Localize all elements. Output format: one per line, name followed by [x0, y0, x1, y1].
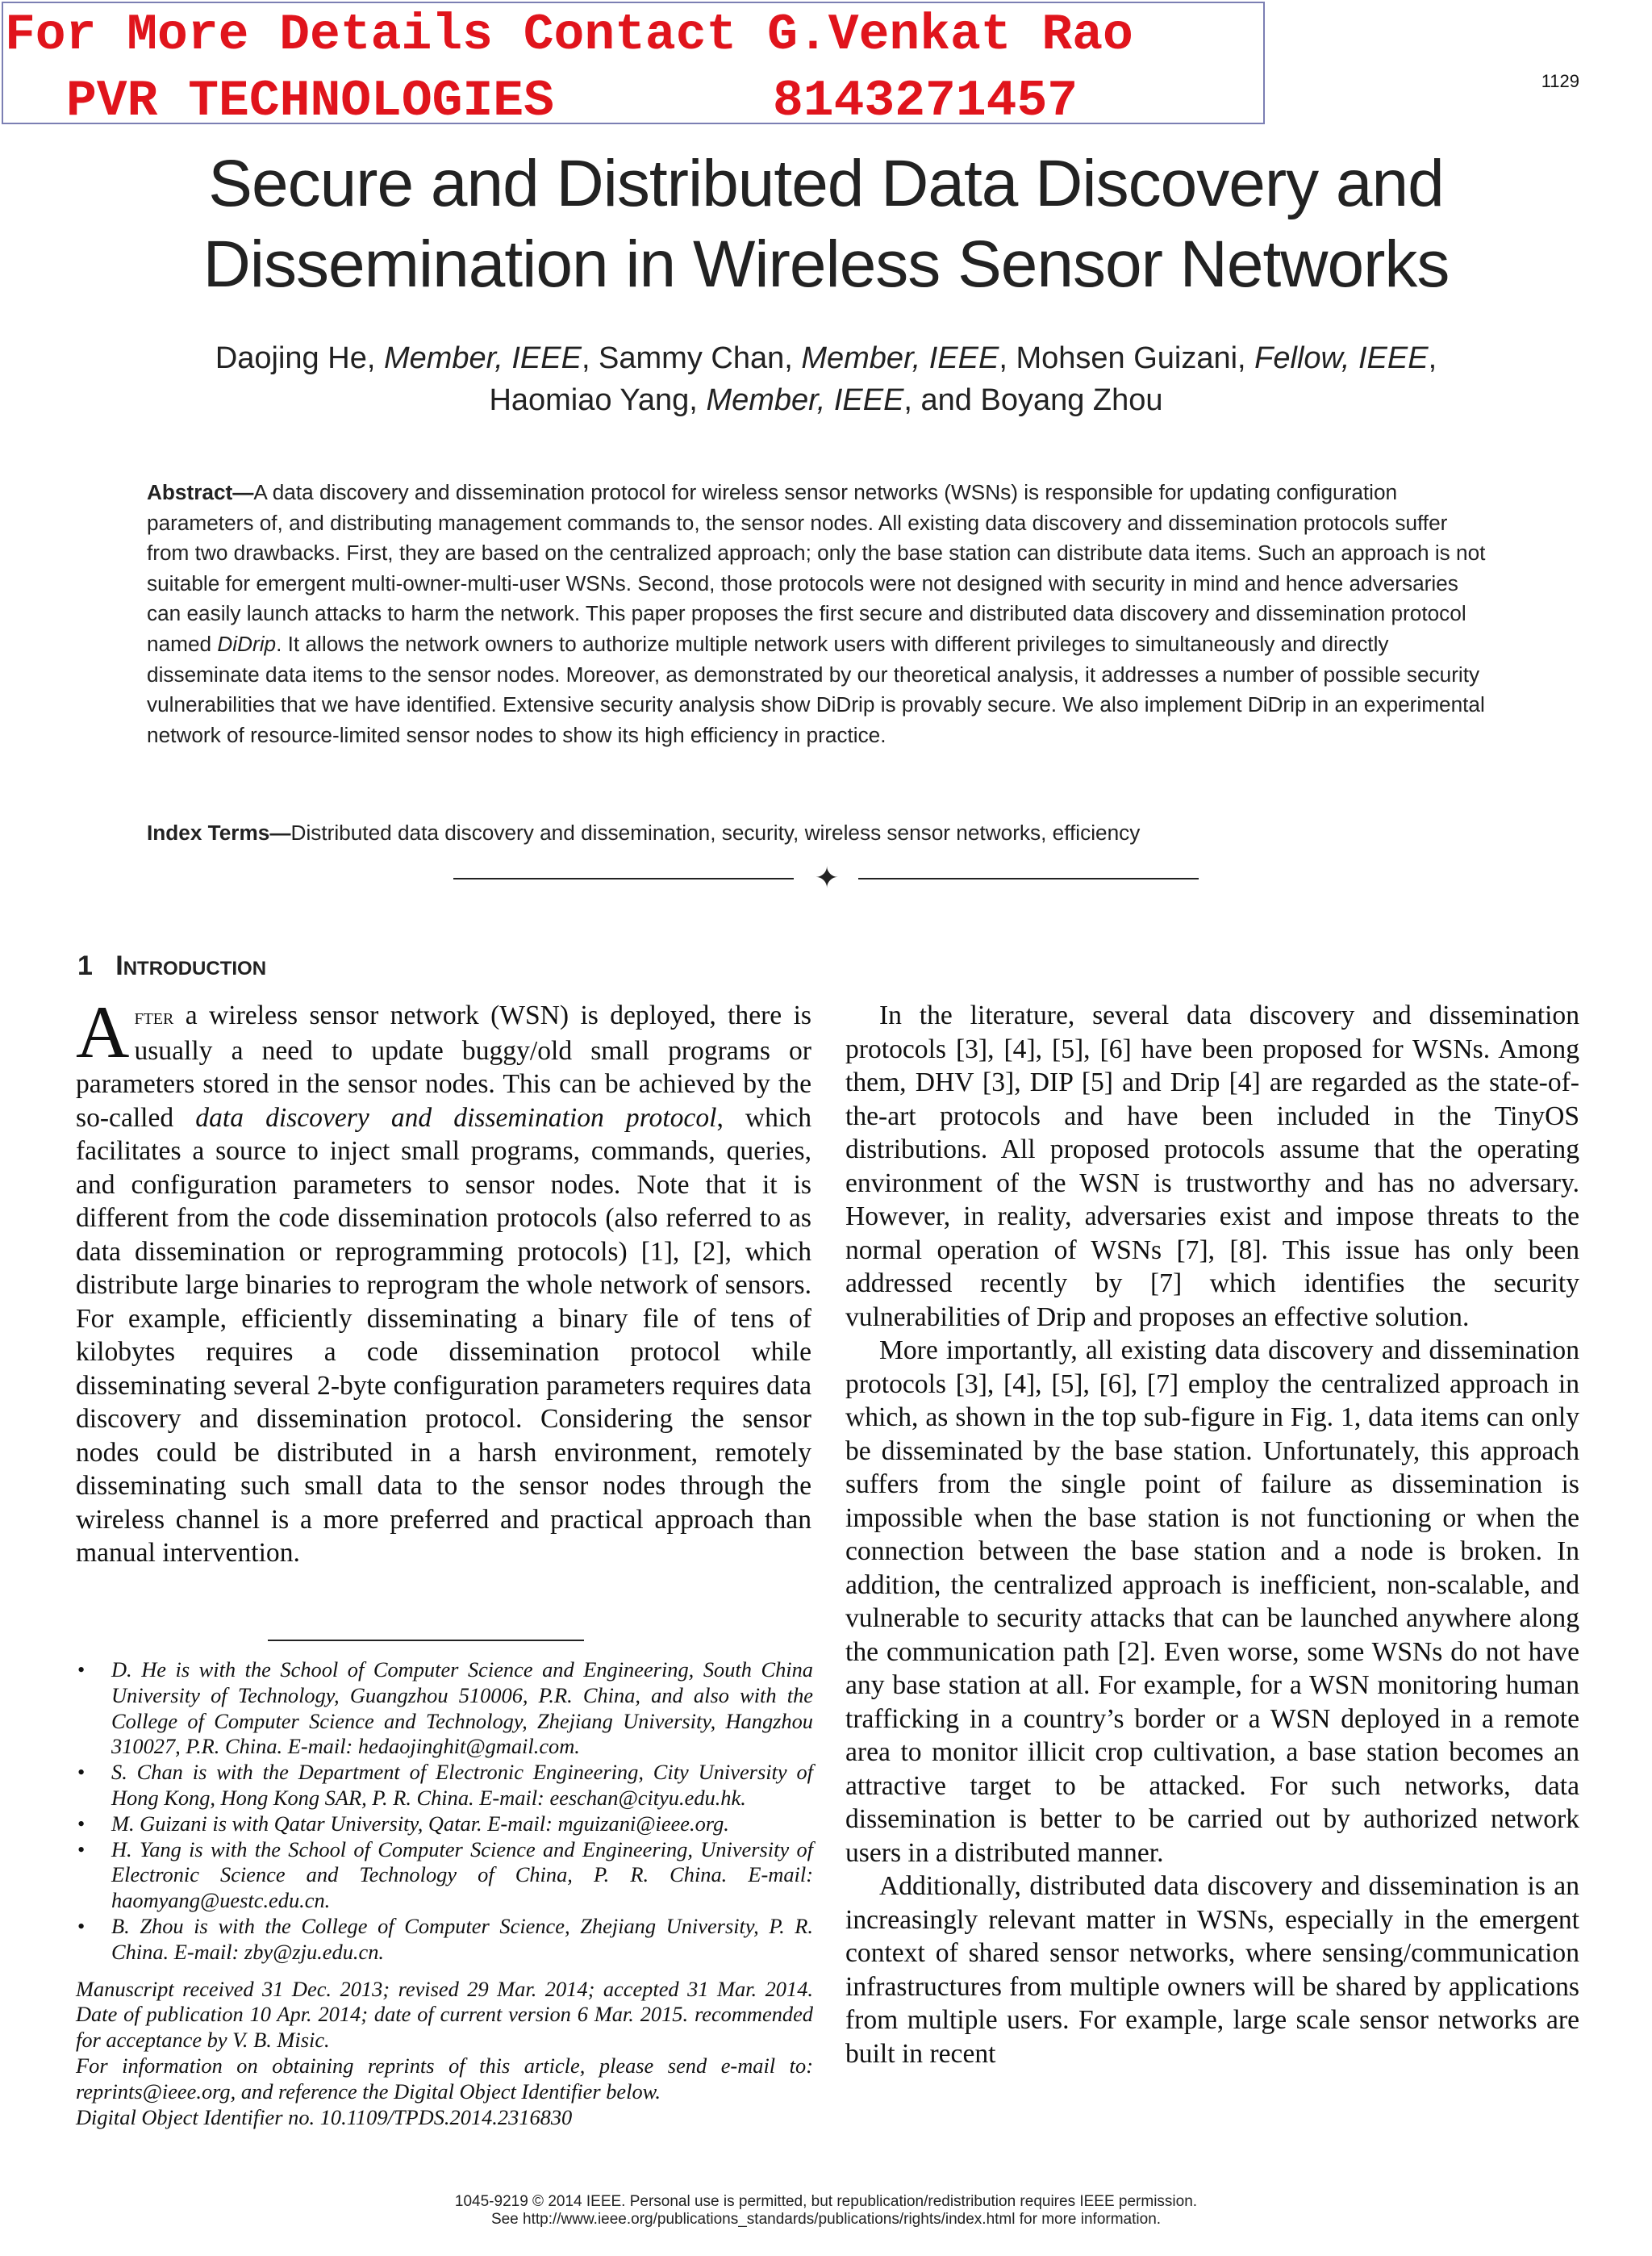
affiliation-item: • D. He is with the School of Computer Science and Engineering, South China University of Technology, Guangzhou 510006, P.R. China, and also with the College of Computer Science and Technology, Zhejiang University, Hangzhou 310027, P.R. China. E-mail: hedaojinghit@gmail.com. [76, 1657, 813, 1760]
title-line-1: Secure and Distributed Data Discovery and [208, 147, 1444, 220]
author-zhou: , and Boyang Zhou [903, 383, 1163, 417]
index-terms-label: Index Terms— [147, 821, 291, 845]
author-chan: , Sammy Chan, [581, 341, 802, 375]
divider-left [453, 878, 794, 879]
drop-cap: A [76, 991, 130, 1073]
banner-company: PVR TECHNOLOGIES [66, 73, 554, 130]
contact-banner [2, 2, 1265, 130]
paper-title [81, 144, 1571, 305]
right-paragraph-2: More importantly, all existing data discovery and dissemination protocols [3], [4], [5], [6], [7] employ the centralized approach in which, as shown in the top sub-figure in Fig. 1, data items can only be disseminated by the base station. Unfortunately, this approach suffers from the single point of failure as dissemination is impossible when the base station is not functioning or when the connection between the base station and a node is broken. In addition, the centralized approach is inefficient, non-scalable, and vulnerable to security attacks that can be launched anywhere along the communication path [2]. Even worse, some WSNs do not have any base station at all. For example, for a WSN monitoring human trafficking in a country’s border or a WSN deployed in a remote area to monitor illicit crop cultivation, a base station becomes an attractive target to be attacked. For such networks, data dissemination is better to be carried out by authorized network users in a distributed manner. [845, 1335, 1579, 1868]
abstract-text-2: . It allows the network owners to authorize multiple network users with different privileges to simultaneously and directly disseminate data items to the sensor nodes. Moreover, as demonstrated by our theoretical analysis, it addresses a number of possible security vulnerabilities that we have identified. Extensive security analysis show DiDrip is provably secure. We also implement DiDrip in an experimental network of resource-limited sensor nodes to show its high efficiency in practice. [147, 631, 1485, 747]
author-list [81, 337, 1571, 421]
copyright-notice [81, 2193, 1571, 2229]
intro-paragraph-1 [76, 991, 811, 1570]
doi-note: Digital Object Identifier no. 10.1109/TPDS.2014.2316830 [76, 2104, 573, 2129]
author-yang: Haomiao Yang, [489, 383, 707, 417]
reprints-note: For information on obtaining reprints of this article, please send e-mail to: reprints@ieee.org, and reference the Digital Object Identifier below. [76, 2053, 813, 2104]
intro-text-2: , which facilitates a source to inject small programs, commands, queries, and configuration parameters to sensor nodes. Note that it is different from the code dissemination protocols (also referred to as data dissemination or reprogramming protocols) [1], [2], which distribute large binaries to reprogram the whole network of sensors. For example, efficiently disseminating a binary file of tens of kilobytes requires a code dissemination protocol while disseminating several 2-byte configuration parameters requires data discovery and dissemination protocol. Considering the sensor nodes could be distributed in a harsh environment, remotely disseminating such small data to the sensor nodes through the wireless channel is a more preferred and practical approach than manual intervention. [76, 1102, 811, 1568]
affiliation-item: • M. Guizani is with Qatar University, Qatar. E-mail: mguizani@ieee.org. [76, 1811, 813, 1837]
author-he-role: Member, IEEE [383, 341, 582, 375]
author-he: Daojing He, [215, 341, 384, 375]
footnotes [76, 1657, 813, 2130]
intro-italic-term: data discovery and dissemination protocol [195, 1102, 717, 1133]
title-line-2: Dissemination in Wireless Sensor Networks [202, 228, 1450, 301]
right-column [845, 999, 1579, 2070]
banner-company-line [66, 73, 1078, 131]
affiliation-item: • S. Chan is with the Department of Electronic Engineering, City University of Hong Kong, Hong Kong SAR, P. R. China. E-mail: eeschan@cityu.edu.hk. [76, 1760, 813, 1811]
footnote-rule [268, 1640, 584, 1641]
section-number: 1 [77, 950, 93, 981]
copyright-line-1: 1045-9219 © 2014 IEEE. Personal use is permitted, but republication/redistribution requires IEEE permission. [454, 2193, 1198, 2210]
abstract-label: Abstract— [147, 480, 254, 504]
author-chan-role: Member, IEEE [801, 341, 999, 375]
copyright-line-2: See http://www.ieee.org/publications_standards/publications/rights/index.html for more information. [490, 2211, 1162, 2228]
divider-diamond-icon: ✦ [815, 862, 840, 895]
banner-contact-line: For More Details Contact G.Venkat Rao [5, 6, 1133, 64]
index-terms-text: Distributed data discovery and dissemination, security, wireless sensor networks, efficiency [290, 821, 1141, 845]
divider-right [858, 878, 1199, 879]
intro-smallcaps: fter [134, 1005, 174, 1030]
author-line-1 [81, 337, 1571, 379]
abstract-protocol-name: DiDrip [217, 631, 277, 656]
section-title: Introduction [115, 950, 267, 981]
author-line-end: , [1428, 341, 1437, 375]
index-terms [147, 818, 1502, 848]
abstract-text-1: A data discovery and dissemination protocol for wireless sensor networks (WSNs) is responsible for updating configuration parameters of, and distributing management commands to, the sensor nodes. All existing data discovery and dissemination protocols suffer from two drawbacks. First, they are based on the centralized approach; only the base station can distribute data items. Such an approach is not suitable for emergent multi-owner-multi-user WSNs. Second, those protocols were not designed with security in mind and hence adversaries can easily launch attacks to harm the network. This paper proposes the first secure and distributed data discovery and dissemination protocol named [147, 480, 1486, 656]
manuscript-note: Manuscript received 31 Dec. 2013; revised 29 Mar. 2014; accepted 31 Mar. 2014. Date of publication 10 Apr. 2014; date of current version 6 Mar. 2015. recommended for acceptance by V. B. Misic. [76, 1976, 813, 2053]
banner-phone: 8143271457 [773, 73, 1078, 130]
affiliation-list [76, 1657, 813, 1966]
left-column [76, 991, 811, 1570]
right-paragraph-1: In the literature, several data discovery and dissemination protocols [3], [4], [5], [6] have been proposed for WSNs. Among them, DHV [3], DIP [5] and Drip [4] are regarded as the state-of-the-art protocols and have been included in the TinyOS distributions. All proposed protocols assume that the operating environment of the WSN is trustworthy and has no adversary. However, in reality, adversaries exist and impose threats to the normal operation of WSNs [7], [8]. This issue has only been addressed recently by [7] which identifies the security vulnerabilities of Drip and proposes an effective solution. [845, 1001, 1579, 1332]
author-guizani: , Mohsen Guizani, [999, 341, 1255, 375]
author-line-2 [81, 379, 1571, 421]
author-guizani-role: Fellow, IEEE [1254, 341, 1429, 375]
intro-text-1: a wireless sensor network (WSN) is deployed, there is usually a need to update buggy/old small programs or parameters stored in the sensor nodes. This can be achieved by the so-called [76, 1001, 811, 1133]
abstract [147, 478, 1489, 750]
right-paragraph-3: Additionally, distributed data discovery and dissemination is an increasingly relevant matter in WSNs, especially in the emergent context of shared sensor networks, where sensing/communication infrastructures from multiple owners will be shared by applications from multiple users. For example, large scale sensor networks are built in recent [845, 1871, 1579, 2069]
affiliation-item: • H. Yang is with the School of Computer Science and Engineering, University of Electronic Science and Technology of China, P. R. China. E-mail: haomyang@uestc.edu.cn. [76, 1837, 813, 1914]
section-heading [77, 950, 266, 982]
author-yang-role: Member, IEEE [706, 383, 904, 417]
page-number: 1129 [1541, 71, 1579, 91]
affiliation-item: • B. Zhou is with the College of Computer Science, Zhejiang University, P. R. China. E-mail: zby@zju.edu.cn. [76, 1914, 813, 1966]
